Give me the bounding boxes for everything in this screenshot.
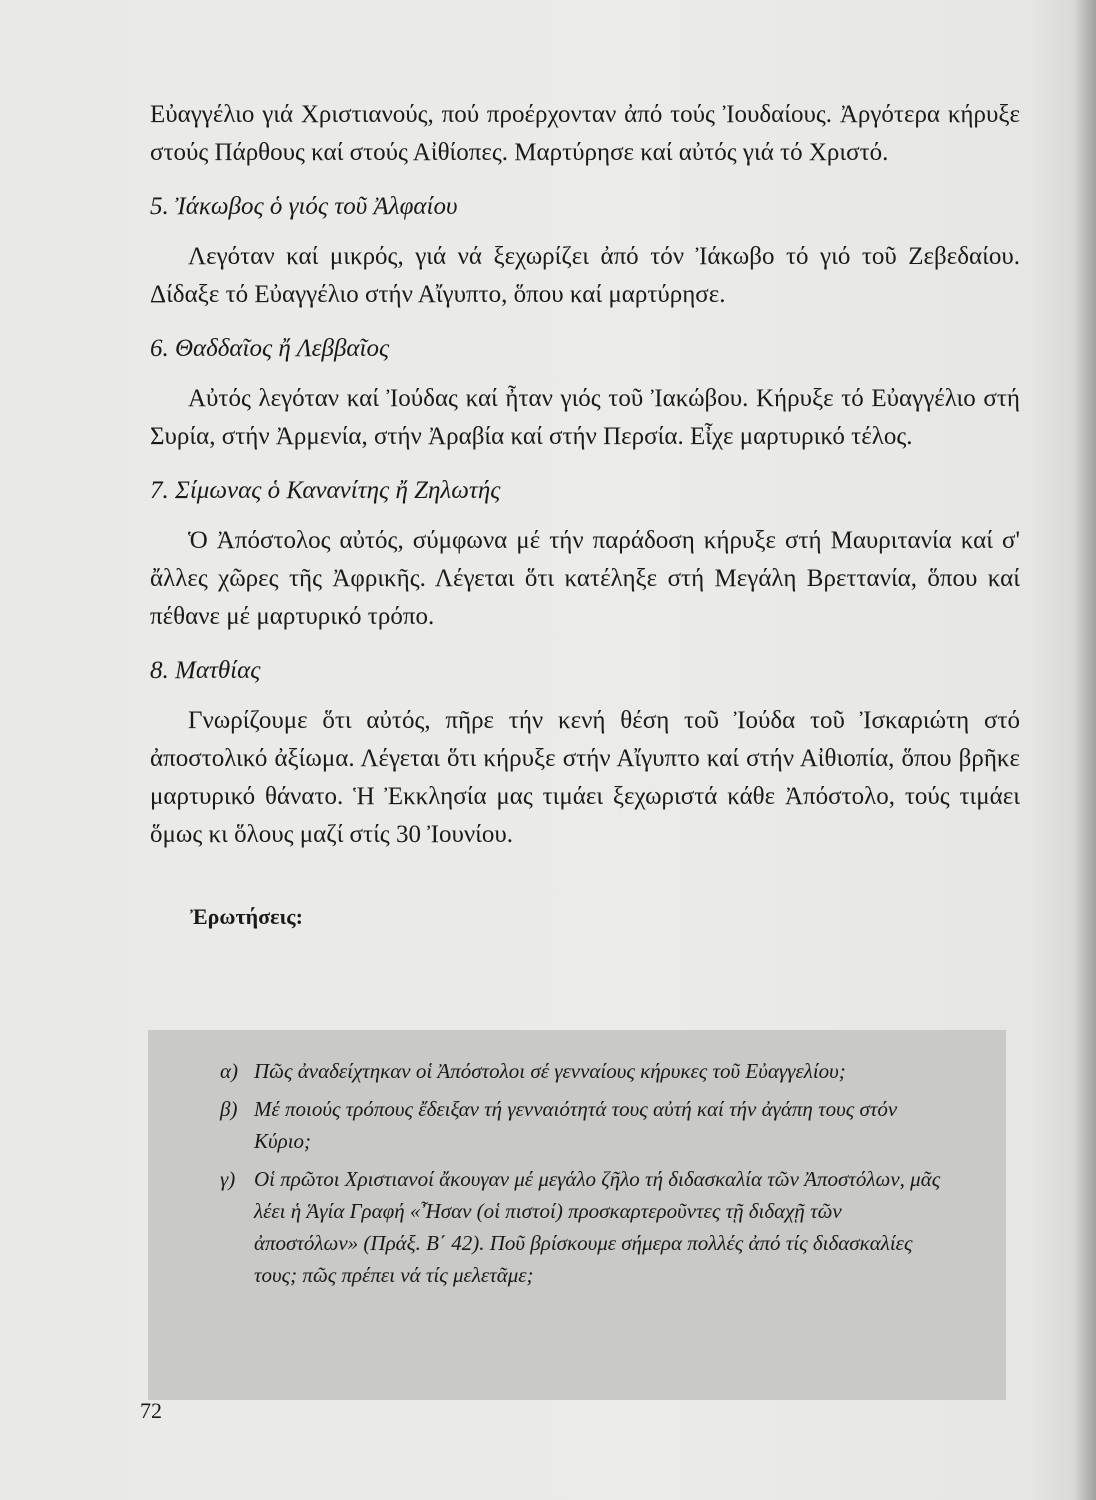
question-letter: γ): [220, 1167, 236, 1191]
section-heading: 6. Θαδδαῖος ἤ Λεββαῖος: [150, 335, 390, 362]
question-text: Οἱ πρῶτοι Χριστιανοί ἄκουγαν μέ μεγάλο ζῆλο τή διδασκαλία τῶν Ἀποστόλων, μᾶς λέει ἡ Ἁγία Γραφή «Ἦσαν (οἱ πιστοί) προσκαρτεροῦντες τῇ διδαχῇ τῶν ἀποστόλων» (Πράξ. Β΄ 42). Ποῦ βρίσκουμε σήμερα πολλές ἀπό τίς διδασκαλίες τους; πῶς πρέπει νά τίς μελετᾶμε;: [254, 1167, 941, 1287]
main-text: [150, 96, 1020, 932]
questions-title: Ἐρωτήσεις:: [190, 904, 303, 929]
page-number: 72: [140, 1398, 162, 1423]
section-paragraph: Ὁ Ἀπόστολος αὐτός, σύμφωνα μέ τήν παράδοση κήρυξε στή Μαυριτανία καί σ' ἄλλες χῶρες τῆς Ἀφρικῆς. Λέγεται ὅτι κατέληξε στή Μεγάλη Βρεττανία, ὅπου καί πέθανε μέ μαρτυρικό τρόπο.: [150, 527, 1020, 630]
section-paragraph: Λεγόταν καί μικρός, γιά νά ξεχωρίζει ἀπό τόν Ἰάκωβο τό γιό τοῦ Ζεβεδαίου. Δίδαξε τό Εὐαγγέλιο στήν Αἴγυπτο, ὅπου καί μαρτύρησε.: [150, 243, 1020, 308]
question-letter: β): [220, 1097, 238, 1121]
section-6: [150, 330, 1020, 456]
section-heading: 8. Ματθίας: [150, 657, 261, 684]
section-7: [150, 472, 1020, 636]
section-paragraph: Αὐτός λεγόταν καί Ἰούδας καί ἦταν γιός τοῦ Ἰακώβου. Κήρυξε τό Εὐαγγέλιο στή Συρία, στήν Ἀρμενία, στήν Ἀραβία καί στήν Περσία. Εἶχε μαρτυρικό τέλος.: [150, 385, 1020, 450]
intro-paragraph: Εὐαγγέλιο γιά Χριστιανούς, πού προέρχονταν ἀπό τούς Ἰουδαίους. Ἀργότερα κήρυξε στούς Πάρθους καί στούς Αἰθίοπες. Μαρτύρησε καί αὐτός γιά τό Χριστό.: [150, 101, 1020, 166]
question-item: [220, 1055, 950, 1087]
question-text: Πῶς ἀναδείχτηκαν οἱ Ἀπόστολοι σέ γενναίους κήρυκες τοῦ Εὐαγγελίου;: [254, 1059, 846, 1083]
section-8: [150, 652, 1020, 854]
question-item: [220, 1163, 950, 1291]
question-item: [220, 1093, 950, 1157]
section-heading: 7. Σίμωνας ὁ Κανανίτης ἤ Ζηλωτής: [150, 477, 501, 504]
section-heading: 5. Ἰάκωβος ὁ γιός τοῦ Ἀλφαίου: [150, 193, 458, 220]
questions-list: [220, 1055, 950, 1297]
section-paragraph: Γνωρίζουμε ὅτι αὐτός, πῆρε τήν κενή θέση τοῦ Ἰούδα τοῦ Ἰσκαριώτη στό ἀποστολικό ἀξίωμα. Λέγεται ὅτι κήρυξε στήν Αἴγυπτο καί στήν Αἰθιοπία, ὅπου βρῆκε μαρτυρικό θάνατο. Ἡ Ἐκκλησία μας τιμάει ξεχωριστά κάθε Ἀπόστολο, τούς τιμάει ὅμως κι ὅλους μαζί στίς 30 Ἰουνίου.: [150, 707, 1020, 848]
page-edge-shadow: [1074, 0, 1096, 1500]
section-5: [150, 188, 1020, 314]
question-letter: α): [220, 1059, 239, 1083]
question-text: Μέ ποιούς τρόπους ἔδειξαν τή γενναιότητά τους αὐτή καί τήν ἀγάπη τους στόν Κύριο;: [254, 1097, 898, 1153]
